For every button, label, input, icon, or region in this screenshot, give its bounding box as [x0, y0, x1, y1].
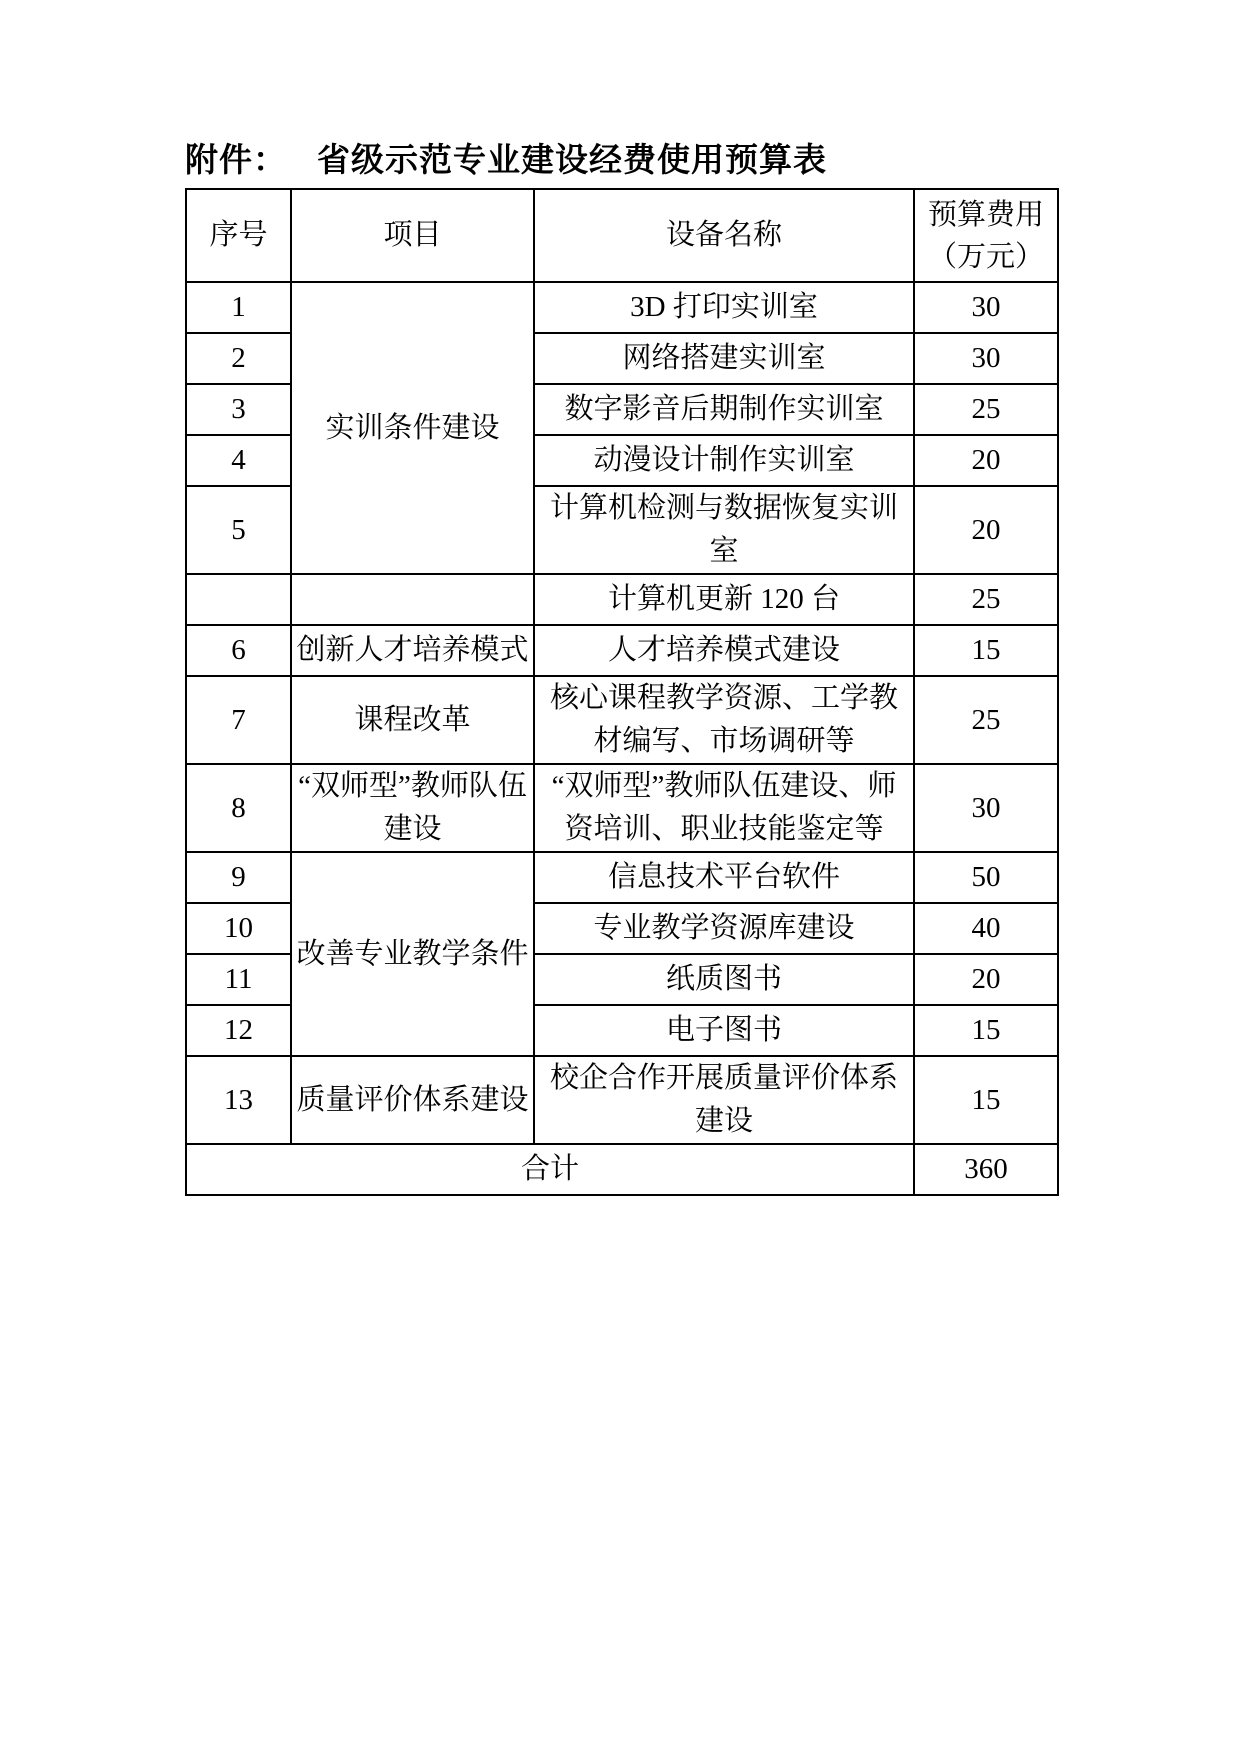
equipment-cell: 网络搭建实训室 — [534, 333, 914, 384]
budget-cell: 30 — [914, 333, 1058, 384]
equipment-cell: 动漫设计制作实训室 — [534, 435, 914, 486]
project-cell-training: 实训条件建设 — [291, 282, 534, 574]
project-cell-teachers: “双师型”教师队伍建设 — [291, 764, 534, 852]
table-row — [186, 574, 1058, 625]
equipment-cell: 专业教学资源库建设 — [534, 903, 914, 954]
budget-cell: 20 — [914, 435, 1058, 486]
equipment-cell: 信息技术平台软件 — [534, 852, 914, 903]
equipment-cell: 数字影音后期制作实训室 — [534, 384, 914, 435]
equipment-cell: 3D 打印实训室 — [534, 282, 914, 333]
col-header-budget-line2: （万元） — [927, 240, 1044, 273]
total-value-cell: 360 — [914, 1144, 1058, 1195]
index-cell: 12 — [186, 1005, 291, 1056]
col-header-project: 项目 — [291, 189, 534, 282]
budget-cell: 50 — [914, 852, 1058, 903]
project-cell-empty — [291, 574, 534, 625]
col-header-budget — [914, 189, 1058, 282]
budget-table — [185, 188, 1059, 1196]
index-cell: 3 — [186, 384, 291, 435]
index-cell — [186, 574, 291, 625]
table-row — [186, 625, 1058, 676]
attachment-label: 附件： — [185, 143, 287, 179]
equipment-cell: 计算机检测与数据恢复实训室 — [534, 486, 914, 574]
budget-cell: 20 — [914, 486, 1058, 574]
total-label-cell: 合计 — [186, 1144, 914, 1195]
budget-cell: 20 — [914, 954, 1058, 1005]
project-cell-conditions: 改善专业教学条件 — [291, 852, 534, 1056]
budget-cell: 15 — [914, 1056, 1058, 1144]
budget-cell: 25 — [914, 676, 1058, 764]
equipment-cell: 核心课程教学资源、工学教材编写、市场调研等 — [534, 676, 914, 764]
equipment-cell: 计算机更新 120 台 — [534, 574, 914, 625]
document-content — [185, 138, 1059, 1196]
col-header-index: 序号 — [186, 189, 291, 282]
index-cell: 6 — [186, 625, 291, 676]
table-row — [186, 282, 1058, 333]
equipment-cell: 电子图书 — [534, 1005, 914, 1056]
index-cell: 2 — [186, 333, 291, 384]
index-cell: 5 — [186, 486, 291, 574]
table-row — [186, 764, 1058, 852]
equipment-cell: “双师型”教师队伍建设、师资培训、职业技能鉴定等 — [534, 764, 914, 852]
equipment-cell: 纸质图书 — [534, 954, 914, 1005]
index-cell: 7 — [186, 676, 291, 764]
index-cell: 11 — [186, 954, 291, 1005]
document-title — [185, 138, 1059, 184]
index-cell: 9 — [186, 852, 291, 903]
equipment-cell: 人才培养模式建设 — [534, 625, 914, 676]
budget-cell: 25 — [914, 574, 1058, 625]
budget-cell: 40 — [914, 903, 1058, 954]
table-total-row — [186, 1144, 1058, 1195]
table-header-row — [186, 189, 1058, 282]
project-cell-curriculum: 课程改革 — [291, 676, 534, 764]
equipment-cell: 校企合作开展质量评价体系建设 — [534, 1056, 914, 1144]
index-cell: 13 — [186, 1056, 291, 1144]
table-row — [186, 852, 1058, 903]
page-title: 省级示范专业建设经费使用预算表 — [317, 143, 827, 179]
project-cell-quality: 质量评价体系建设 — [291, 1056, 534, 1144]
index-cell: 10 — [186, 903, 291, 954]
project-cell-talent: 创新人才培养模式 — [291, 625, 534, 676]
table-row — [186, 676, 1058, 764]
budget-cell: 25 — [914, 384, 1058, 435]
index-cell: 1 — [186, 282, 291, 333]
index-cell: 4 — [186, 435, 291, 486]
index-cell: 8 — [186, 764, 291, 852]
col-header-equipment: 设备名称 — [534, 189, 914, 282]
col-header-budget-line1: 预算费用 — [927, 198, 1044, 231]
budget-cell: 15 — [914, 625, 1058, 676]
table-row — [186, 1056, 1058, 1144]
budget-cell: 30 — [914, 282, 1058, 333]
budget-cell: 15 — [914, 1005, 1058, 1056]
budget-cell: 30 — [914, 764, 1058, 852]
